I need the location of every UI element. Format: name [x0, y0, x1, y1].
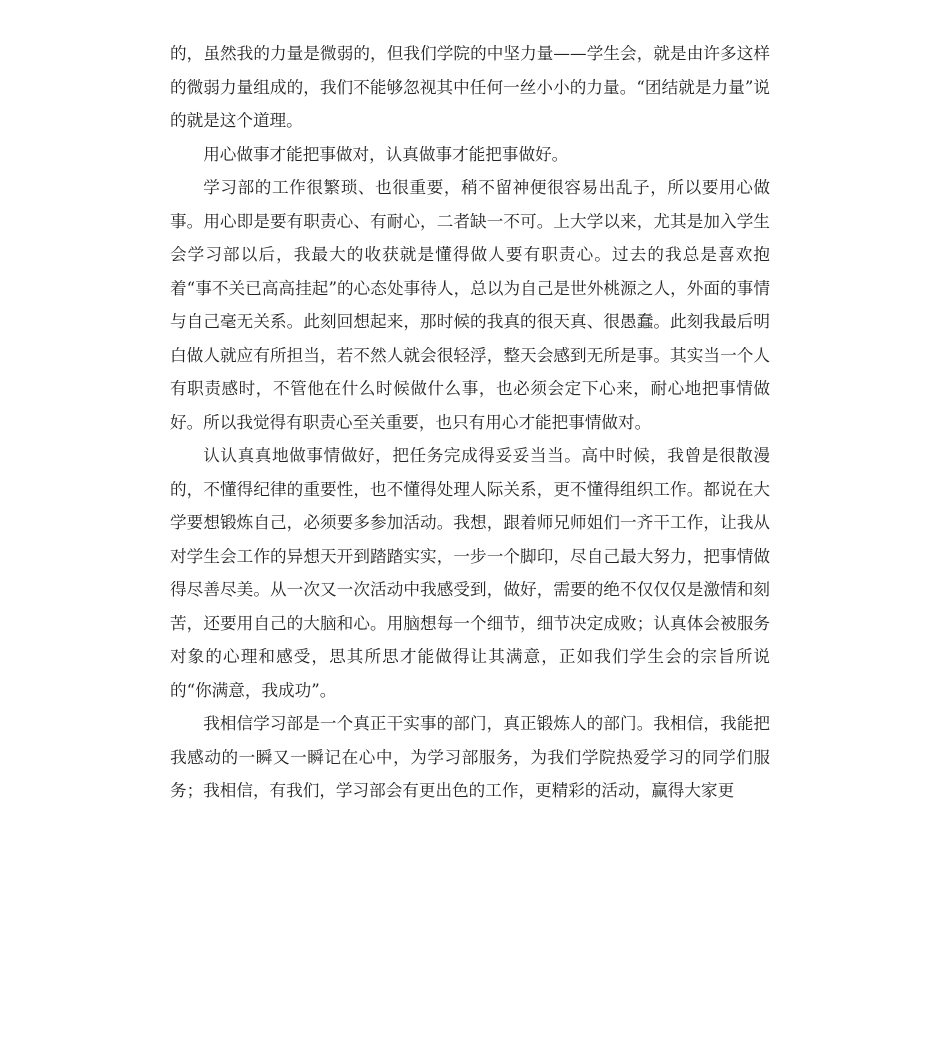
paragraph-1: 的，虽然我的力量是微弱的，但我们学院的中坚力量——学生会，就是由许多这样的微弱力量组成的，我们不能够忽视其中任何一丝小小的力量。“团结就是力量”说的就是这个道理。 — [170, 44, 770, 130]
paragraph-2: 用心做事才能把事做对，认真做事才能把事做好。 — [203, 144, 569, 164]
paragraph-4: 认认真真地做事情做好，把任务完成得妥妥当当。高中时候，我曾是很散漫的，不懂得纪律的重要性，也不懂得处理人际关系，更不懂得组织工作。都说在大学要想锻炼自己，必须要多参加活动。我想，跟着师兄师姐们一齐干工作，让我从对学生会工作的异想天开到踏踏实实，一步一个脚印，尽自己最大努力，把事情做得尽善尽美。从一次又一次活动中我感受到，做好，需要的绝不仅仅仅是激情和刻苦，还要用自己的大脑和心。用脑想每一个细节，细节决定成败；认真体会被服务对象的心理和感受，思其所思才能做得让其满意，正如我们学生会的宗旨所说的“你满意，我成功”。 — [170, 446, 770, 700]
paragraph-5: 我相信学习部是一个真正干实事的部门，真正锻炼人的部门。我相信，我能把我感动的一瞬又一瞬记在心中，为学习部服务，为我们学院热爱学习的同学们服务；我相信，有我们，学习部会有更出色的工作，更精彩的活动，赢得大家更 — [170, 714, 770, 800]
document-body — [170, 37, 770, 808]
paragraph-3: 学习部的工作很繁琐、也很重要，稍不留神便很容易出乱子，所以要用心做事。用心即是要有职责心、有耐心，二者缺一不可。上大学以来，尤其是加入学生会学习部以后，我最大的收获就是懂得做人要有职责心。过去的我总是喜欢抱着“事不关已高高挂起”的心态处事待人，总以为自己是世外桃源之人，外面的事情与自己毫无关系。此刻回想起来，那时候的我真的很天真、很愚蠢。此刻我最后明白做人就应有所担当，若不然人就会很轻浮，整天会感到无所是事。其实当一个人有职责感时，不管他在什么时候做什么事，也必须会定下心来，耐心地把事情做好。所以我觉得有职责心至关重要，也只有用心才能把事情做对。 — [170, 178, 770, 432]
